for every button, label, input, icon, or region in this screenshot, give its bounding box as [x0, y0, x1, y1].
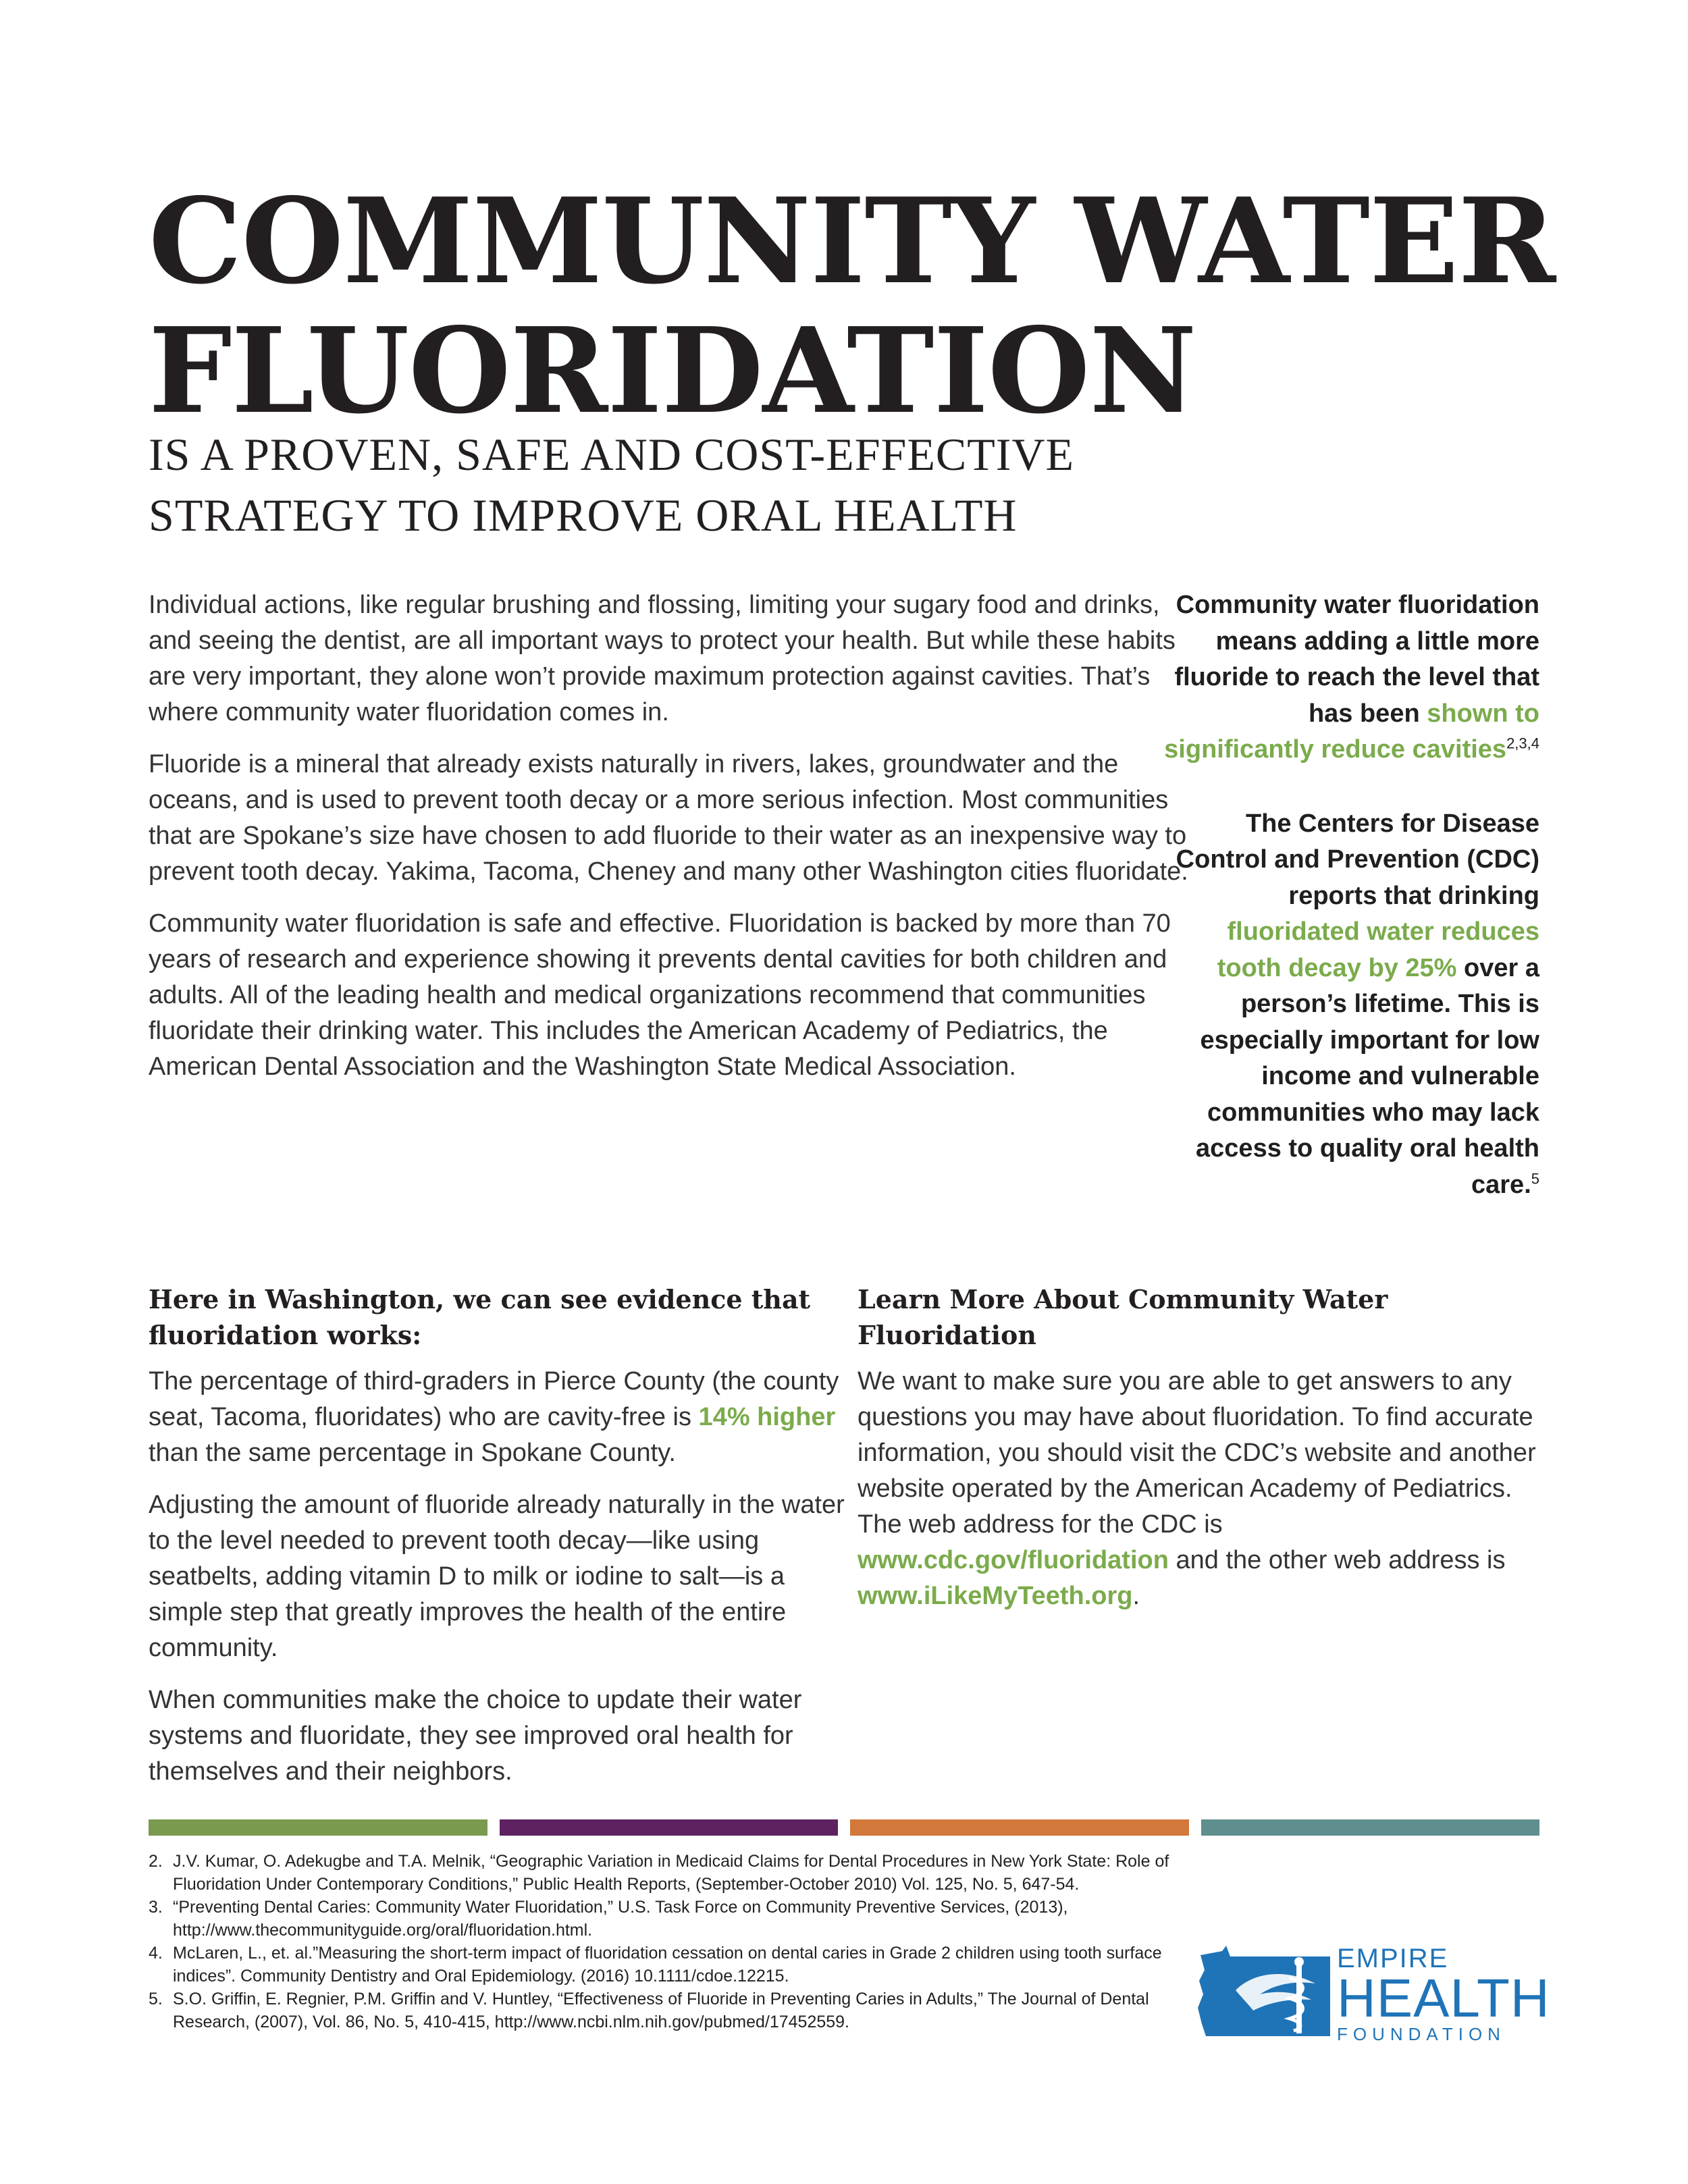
learn-more-section	[858, 1281, 1539, 1630]
logo-wordmark	[1337, 1944, 1550, 2044]
callout-1-text: Community water fluoridation means adding a little more fluoride to reach the level that has been	[1174, 591, 1539, 728]
page-title	[149, 173, 1556, 440]
reference-number: 5.	[149, 1990, 163, 2008]
washington-paragraph-3: When communities make the choice to update their water systems and fluoridate, they see improved oral health for themselves and their neighbors.	[149, 1686, 802, 1786]
logo-line-empire: EMPIRE	[1337, 1944, 1449, 1973]
washington-p1-text-end: than the same percentage in Spokane County.	[149, 1439, 676, 1467]
reference-item	[149, 1896, 1202, 1942]
callout-1-highlight: shown to significantly reduce cavities	[1164, 699, 1539, 764]
references-list	[149, 1850, 1202, 2033]
sidebar-callouts	[1161, 587, 1539, 1241]
intro-paragraph-3: Community water fluoridation is safe and effective. Fluoridation is backed by more than 70 years of research and experience showing it prevents dental cavities for both children and adults. All of the leading health and medical organizations recommend that communities fluoridate their drinking water. This includes the American Academy of Pediatrics, the American Dental Association and the Washington State Medical Association.	[149, 909, 1171, 1081]
washington-paragraph-2: Adjusting the amount of fluoride already naturally in the water to the level needed to prevent tooth decay—like using seatbelts, adding vitamin D to milk or iodine to salt—is a simple step that greatly improves the health of the entire community.	[149, 1491, 845, 1662]
callout-2	[1161, 806, 1539, 1204]
reference-item	[149, 1942, 1202, 1988]
reference-item	[149, 1988, 1202, 2033]
washington-paragraph-1	[149, 1364, 851, 1471]
page-subtitle	[149, 424, 1074, 545]
intro-paragraph-2: Fluoride is a mineral that already exists naturally in rivers, lakes, groundwater and the oceans, and is used to prevent tooth decay or a more serious infection. Most communities that are Spokane’s size have chosen to add fluoride to their water as an inexpensive way to prevent tooth decay. Yakima, Tacoma, Cheney and many other Washington cities fluoridate.	[149, 750, 1188, 886]
callout-2-citation: 5	[1531, 1169, 1539, 1187]
callout-1	[1161, 587, 1539, 768]
reference-text: McLaren, L., et. al.”Measuring the short-term impact of fluoridation cessation on dental caries in Grade 2 children using tooth surface indices”. Community Dentistry and Oral Epidemiology. (2016) 10.1111/cdoe.12215.	[173, 1944, 1162, 1986]
learn-more-text-end: .	[1132, 1582, 1140, 1610]
intro-paragraph-1: Individual actions, like regular brushing and flossing, limiting your sugary food and drinks, and seeing the dentist, are all important ways to protect your health. But while these habits are very important, they alone won’t provide maximum protection against cavities. That’s where community water fluoridation comes in.	[149, 591, 1176, 726]
logo-line-foundation: FOUNDATION	[1337, 2024, 1506, 2044]
divider-bar-purple	[500, 1819, 839, 1836]
callout-2-highlight: fluoridated water reduces tooth decay by 25%	[1217, 917, 1539, 982]
intro-section	[149, 587, 1188, 1101]
washington-evidence-section	[149, 1281, 851, 1806]
reference-text: J.V. Kumar, O. Adekugbe and T.A. Melnik, “Geographic Variation in Medicaid Claims for Dental Procedures in New York State: Role of Fluoridation Under Contemporary Conditions,” Public Health Reports, (September-October 2010) Vol. 125, No. 5, 647-54.	[173, 1852, 1169, 1894]
subtitle-line-2: STRATEGY TO IMPROVE ORAL HEALTH	[149, 489, 1018, 541]
subtitle-line-1: IS A PROVEN, SAFE AND COST-EFFECTIVE	[149, 429, 1075, 480]
learn-more-text: We want to make sure you are able to get answers to any questions you may have about fluoridation. To find accurate information, you should visit the CDC’s website and another website operated by the American Academy of Pediatrics. The web address for the CDC is	[858, 1367, 1536, 1539]
reference-number: 3.	[149, 1898, 163, 1917]
callout-1-citation: 2,3,4	[1506, 735, 1539, 752]
learn-more-heading: Learn More About Community Water Fluoridation	[858, 1284, 1388, 1350]
washington-heading: Here in Washington, we can see evidence that fluoridation works:	[149, 1284, 811, 1350]
cdc-link[interactable]: www.cdc.gov/fluoridation	[858, 1546, 1169, 1574]
washington-state-caduceus-icon	[1195, 1943, 1337, 2044]
divider-bar-green	[149, 1819, 487, 1836]
washington-p1-text: The percentage of third-graders in Pierce County (the county seat, Tacoma, fluoridates) who are cavity-free is	[149, 1367, 839, 1431]
reference-number: 2.	[149, 1852, 163, 1871]
color-divider	[149, 1819, 1539, 1836]
reference-text: “Preventing Dental Caries: Community Water Fluoridation,” U.S. Task Force on Community Preventive Services, (2013), http://www.thecommunityguide.org/oral/fluoridation.html.	[173, 1898, 1068, 1940]
reference-text: S.O. Griffin, E. Regnier, P.M. Griffin and V. Huntley, “Effectiveness of Fluoride in Preventing Caries in Adults,” The Journal of Dental Research, (2007), Vol. 86, No. 5, 410-415, http://www.ncbi.nlm.nih.gov/pubmed/17452559.	[173, 1990, 1149, 2031]
washington-p1-highlight: 14% higher	[698, 1403, 836, 1431]
reference-item	[149, 1850, 1202, 1896]
ilikemyteeth-link[interactable]: www.iLikeMyTeeth.org	[858, 1582, 1133, 1610]
title-line-2: FLUORIDATION	[149, 302, 1196, 440]
divider-bar-teal	[1201, 1819, 1540, 1836]
learn-more-text-mid: and the other web address is	[1168, 1546, 1506, 1574]
title-line-1: COMMUNITY WATER	[149, 173, 1556, 311]
logo-line-health: HEALTH	[1337, 1968, 1550, 2028]
empire-health-foundation-logo	[1195, 1938, 1550, 2046]
reference-number: 4.	[149, 1944, 163, 1963]
callout-2-text: The Centers for Disease Control and Prevention (CDC) reports that drinking	[1176, 809, 1539, 910]
callout-2-text-end: over a person’s lifetime. This is especially important for low income and vulnerable communities who may lack access to quality oral health care.	[1196, 953, 1539, 1199]
learn-more-paragraph	[858, 1364, 1539, 1614]
divider-bar-orange	[850, 1819, 1189, 1836]
